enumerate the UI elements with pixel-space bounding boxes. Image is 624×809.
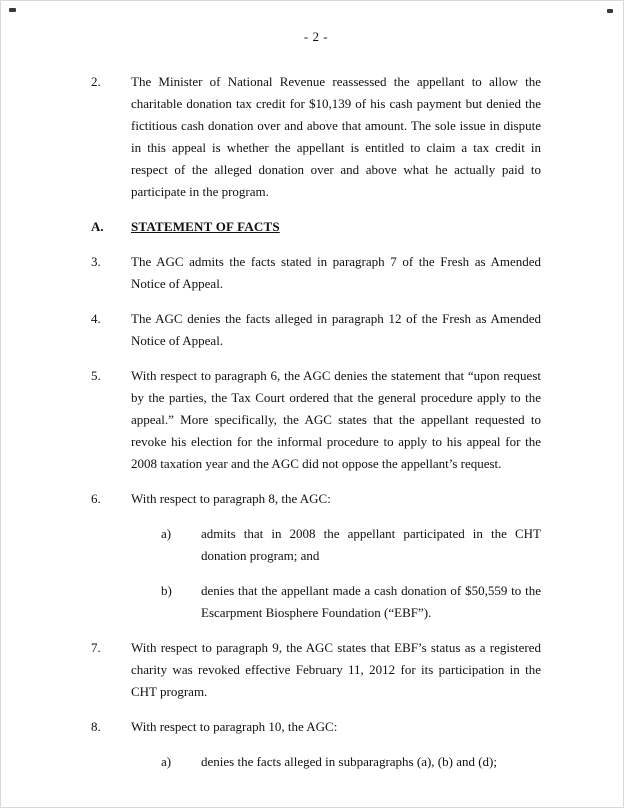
paragraph-3-text: The AGC admits the facts stated in paragraph 7 of the Fresh as Amended Notice of Appeal. <box>131 254 541 291</box>
subparagraph-6a-number: a) <box>161 526 172 541</box>
subparagraph-8a-number: a) <box>161 754 172 769</box>
paragraph-4-text: The AGC denies the facts alleged in paragraph 12 of the Fresh as Amended Notice of Appeal. <box>131 311 541 348</box>
subparagraph-8a-text: denies the facts alleged in subparagraphs (a), (b) and (d); <box>201 754 497 769</box>
paragraph-6-number: 6. <box>91 491 101 506</box>
page-number: - 2 - <box>303 29 329 44</box>
paragraph-3 <box>91 251 541 295</box>
scan-artifact-top-left <box>9 8 16 12</box>
paragraph-7-text: With respect to paragraph 9, the AGC states that EBF’s status as a registered charity was revoked effective February 11, 2012 for its participation in the CHT program. <box>131 640 541 699</box>
paragraph-8-text: With respect to paragraph 10, the AGC: <box>131 719 338 734</box>
paragraph-3-number: 3. <box>91 254 101 269</box>
scan-artifact-top-right <box>607 9 613 13</box>
paragraph-6-text: With respect to paragraph 8, the AGC: <box>131 491 331 506</box>
subparagraph-6b <box>161 580 541 624</box>
paragraph-4 <box>91 308 541 352</box>
subparagraph-6a <box>161 523 541 567</box>
paragraph-6-block <box>91 488 541 624</box>
section-heading-a <box>91 216 541 238</box>
paragraph-7 <box>91 637 541 703</box>
paragraph-8-number: 8. <box>91 719 101 734</box>
section-heading-a-title: STATEMENT OF FACTS <box>131 219 280 234</box>
paragraph-6 <box>91 488 541 510</box>
subparagraph-6b-number: b) <box>161 583 172 598</box>
paragraph-7-number: 7. <box>91 640 101 655</box>
paragraph-2 <box>91 71 541 203</box>
paragraph-2-number: 2. <box>91 74 101 89</box>
paragraph-8-block <box>91 716 541 773</box>
paragraph-5-number: 5. <box>91 368 101 383</box>
document-body <box>1 1 624 809</box>
paragraph-2-text: The Minister of National Revenue reassessed the appellant to allow the charitable donation tax credit for $10,139 of his cash payment but denied the fictitious cash donation over and above that amount. The sole issue in dispute in this appeal is whether the appellant is entitled to claim a tax credit in respect of the alleged donation over and above what he actually paid to participate in the program. <box>131 74 541 199</box>
subparagraph-8a <box>161 751 541 773</box>
subparagraph-6a-text: admits that in 2008 the appellant participated in the CHT donation program; and <box>201 526 541 563</box>
paragraph-4-number: 4. <box>91 311 101 326</box>
paragraph-8 <box>91 716 541 738</box>
paragraph-5-text: With respect to paragraph 6, the AGC denies the statement that “upon request by the parties, the Tax Court ordered that the general procedure apply to the appeal.” More specifically, the AGC states that the appellant requested to revoke his election for the informal procedure to apply to his appeal for the 2008 taxation year and the AGC did not oppose the appellant’s request. <box>131 368 541 471</box>
paragraph-5 <box>91 365 541 475</box>
section-heading-a-number: A. <box>91 219 104 234</box>
subparagraph-6b-text: denies that the appellant made a cash donation of $50,559 to the Escarpment Biosphere Foundation (“EBF”). <box>201 583 541 620</box>
